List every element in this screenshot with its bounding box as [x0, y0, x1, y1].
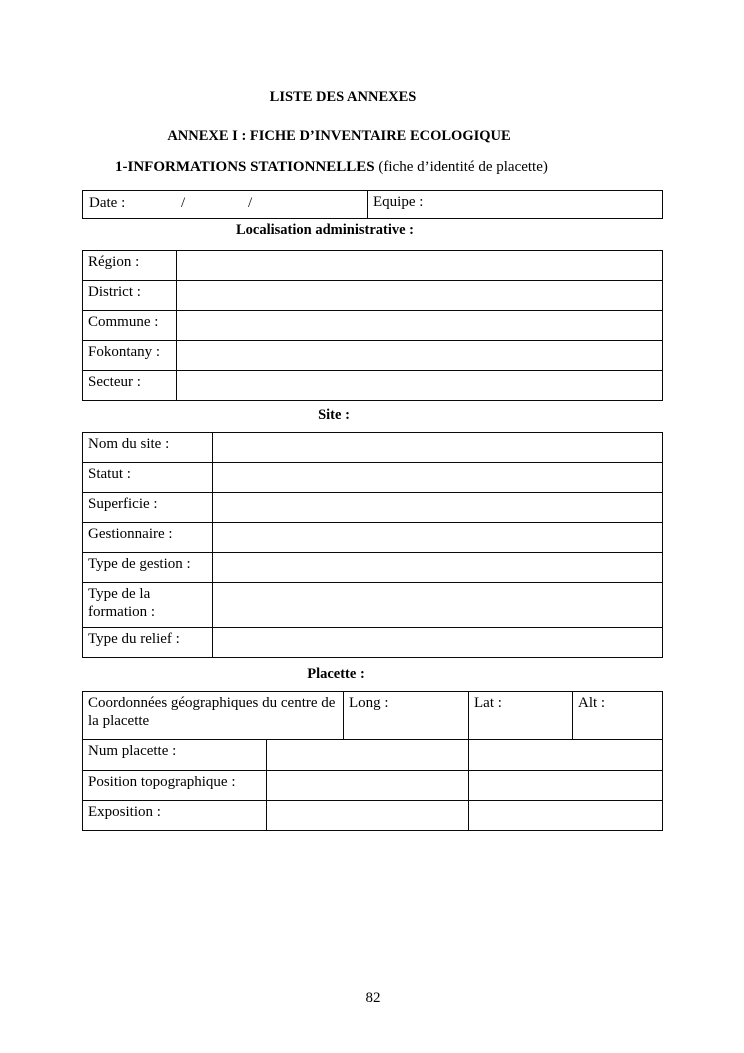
num-placette-value-cell-2 — [469, 740, 663, 771]
table-row — [83, 433, 663, 463]
table-row — [83, 628, 663, 658]
date-label: Date : — [89, 195, 126, 211]
table-row — [83, 493, 663, 523]
date-slash-2: / — [248, 195, 253, 211]
type-de-la-formation-label: Type de la formation : — [83, 583, 213, 628]
table-row — [83, 281, 663, 311]
page-number: 82 — [365, 990, 381, 1006]
equipe-cell: Equipe : — [368, 191, 663, 219]
type-du-relief-value-cell — [213, 628, 663, 658]
lat-cell: Lat : — [469, 692, 573, 740]
type-de-gestion-value-cell — [213, 553, 663, 583]
section-heading — [115, 158, 548, 176]
position-topographique-value-cell-2 — [469, 771, 663, 801]
placette-table — [82, 691, 663, 831]
section-heading-bold: 1-INFORMATIONS STATIONNELLES — [115, 159, 375, 175]
long-cell: Long : — [344, 692, 469, 740]
nom-du-site-value-cell — [213, 433, 663, 463]
annexe-heading: ANNEXE I : FICHE D’INVENTAIRE ECOLOGIQUE — [167, 128, 511, 144]
table-row — [83, 801, 663, 831]
date-equipe-table — [82, 190, 663, 219]
district-label: District : — [83, 281, 177, 311]
commune-label: Commune : — [83, 311, 177, 341]
exposition-label: Exposition : — [83, 801, 267, 831]
date-slash-1: / — [181, 195, 186, 211]
site-table — [82, 432, 663, 658]
secteur-value-cell — [177, 371, 663, 401]
exposition-value-cell-1 — [267, 801, 469, 831]
site-heading: Site : — [318, 407, 350, 423]
statut-label: Statut : — [83, 463, 213, 493]
nom-du-site-label: Nom du site : — [83, 433, 213, 463]
superficie-label: Superficie : — [83, 493, 213, 523]
fokontany-label: Fokontany : — [83, 341, 177, 371]
date-cell — [83, 191, 368, 219]
table-row — [83, 740, 663, 771]
commune-value-cell — [177, 311, 663, 341]
secteur-label: Secteur : — [83, 371, 177, 401]
table-row — [83, 553, 663, 583]
table-row — [83, 311, 663, 341]
type-de-la-formation-value-cell — [213, 583, 663, 628]
table-row — [83, 523, 663, 553]
region-value-cell — [177, 251, 663, 281]
table-row — [83, 251, 663, 281]
num-placette-value-cell-1 — [267, 740, 469, 771]
type-du-relief-label: Type du relief : — [83, 628, 213, 658]
section-heading-normal: (fiche d’identité de placette) — [374, 159, 548, 175]
statut-value-cell — [213, 463, 663, 493]
table-row — [83, 583, 663, 628]
table-row — [83, 771, 663, 801]
num-placette-label: Num placette : — [83, 740, 267, 771]
gestionnaire-value-cell — [213, 523, 663, 553]
table-row — [83, 463, 663, 493]
position-topographique-label: Position topographique : — [83, 771, 267, 801]
localisation-heading: Localisation administrative : — [235, 222, 415, 238]
page-title: LISTE DES ANNEXES — [269, 89, 417, 105]
region-label: Région : — [83, 251, 177, 281]
table-row — [83, 341, 663, 371]
type-de-gestion-label: Type de gestion : — [83, 553, 213, 583]
position-topographique-value-cell-1 — [267, 771, 469, 801]
table-row — [83, 191, 663, 219]
exposition-value-cell-2 — [469, 801, 663, 831]
gestionnaire-label: Gestionnaire : — [83, 523, 213, 553]
placette-heading: Placette : — [307, 666, 365, 682]
fokontany-value-cell — [177, 341, 663, 371]
table-row — [83, 692, 663, 740]
district-value-cell — [177, 281, 663, 311]
alt-cell: Alt : — [573, 692, 663, 740]
table-row — [83, 371, 663, 401]
localisation-table — [82, 250, 663, 401]
coords-label-cell: Coordonnées géographiques du centre de la placette — [83, 692, 344, 740]
superficie-value-cell — [213, 493, 663, 523]
